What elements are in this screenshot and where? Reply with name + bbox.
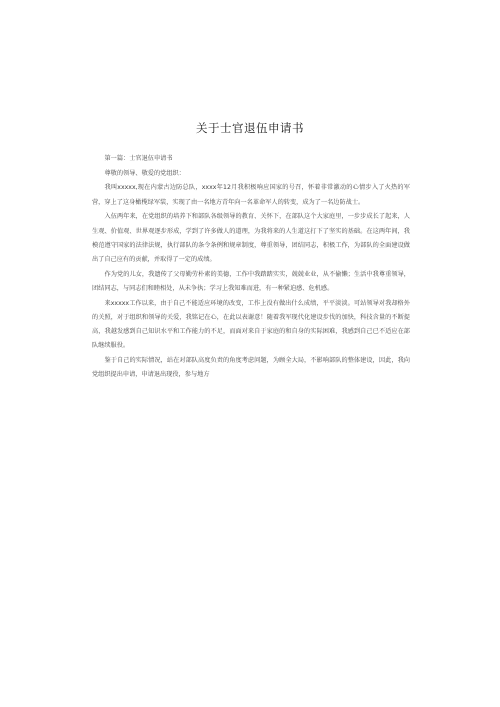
document-title: 关于士官退伍申请书 bbox=[196, 121, 304, 135]
body-paragraph: 入伍两年来，在党组织的培养下和部队各级领导的教育、关怀下，在部队这个大家庭里，一步步成长了起来，人生观、价值观、世界观逐步形成，学到了许多做人的道理，为我将来的人生道这打下了坚实的基础。在这两年间，我模范遵守国家的法律法规，执行部队的条令条例和规章制度，尊重领导，团结同志，积极工作，为部队的全面建设做出了自己应有的贡献，并取得了一定的成绩。 bbox=[92, 213, 410, 263]
section-heading: 第一篇：士官退伍申请书 bbox=[104, 155, 173, 162]
body-paragraph: 鉴于自己的实际情况，站在对部队高度负责的角度考虑问题，为顾全大局，不影响部队的整体建设，因此，我向党组织提出申请，申请退出现役，参与地方 bbox=[92, 356, 410, 379]
body-paragraph: 作为党的儿女，我遗传了父母勤劳朴素的美德，工作中我踏踏实实，兢兢业业，从不偷懒；生活中我尊重领导，团结同志，与同志们和睦相处，从未争执；学习上我知难而进，有一种紧迫感、危机感。 bbox=[92, 270, 410, 292]
body-paragraph: 我叫xxxxx,现在内蒙古边防总队，xxxx年12月我积极响应国家的号召，怀着非常激动的心情步入了火热的军营，穿上了这身橄榄绿军装，实现了由一名地方青年向一名革命军人的转变，成为了一名边防战士。 bbox=[92, 184, 410, 206]
salutation: 尊敬的领导、敬爱的党组织： bbox=[104, 169, 185, 177]
body-paragraph: 来xxxxx工作以来，由于自己不能适应环境的改变，工作上没有做出什么成绩，平平淡淡。可站领导对我却格外的关照，对于组织和领导的关爱，我铭记在心，在此以表谢意！随着我军现代化建设步伐的加快，科技含量的不断提高，我越发感到自己知识水平和工作能力的不足，而面对来自于家庭的和自身的实际困难，我感到自己已不适应在部队继续服役。 bbox=[92, 299, 410, 350]
document-body bbox=[92, 152, 410, 382]
